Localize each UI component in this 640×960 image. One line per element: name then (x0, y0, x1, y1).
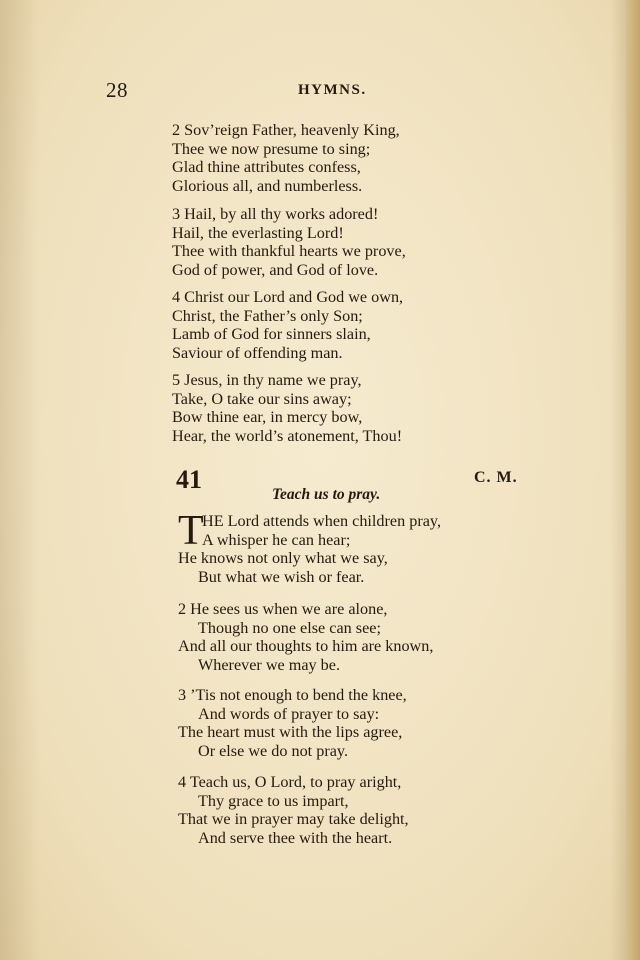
stanza (178, 508, 528, 586)
verse-line: And words of prayer to say: (198, 704, 380, 723)
page-number: 28 (106, 78, 128, 102)
verse-line: Lamb of God for sinners slain, (172, 325, 371, 344)
verse-line-text: HE Lord attends when children pray, (202, 512, 441, 530)
verse-line: The heart must with the lips agree, (178, 723, 403, 742)
hymn-subtitle: Teach us to pray. (272, 486, 381, 503)
stanza (178, 773, 528, 847)
verse-line: Glad thine attributes confess, (172, 158, 361, 177)
verse-line: God of power, and God of love. (172, 260, 379, 279)
verse-line: And all our thoughts to him are known, (178, 637, 434, 656)
stanza (172, 371, 532, 445)
verse-line: Take, O take our sins away; (172, 389, 352, 408)
verse-line: 4 Teach us, O Lord, to pray aright, (178, 773, 402, 791)
verse-line: Or else we do not pray. (198, 741, 348, 760)
verse-line: 5 Jesus, in thy name we pray, (172, 371, 362, 389)
stanza (172, 288, 532, 362)
verse-line: 3 Hail, by all thy works adored! (172, 205, 379, 223)
verse-line: Though no one else can see; (198, 618, 381, 637)
stanza (172, 205, 532, 279)
verse-line: Hail, the everlasting Lord! (172, 223, 344, 242)
verse-line: Bow thine ear, in mercy bow, (172, 408, 363, 427)
verse-line: 3 ’Tis not enough to bend the knee, (178, 686, 407, 704)
verse-line: Thy grace to us impart, (198, 791, 349, 810)
verse-line: 4 Christ our Lord and God we own, (172, 288, 404, 306)
verse-line: Thee we now presume to sing; (172, 139, 371, 158)
drop-cap: T (178, 508, 204, 554)
stanza (172, 121, 532, 195)
verse-line: But what we wish or fear. (198, 567, 365, 586)
page-header (0, 78, 640, 102)
verse-line: And serve thee with the heart. (198, 828, 393, 847)
verse-line: Hear, the world’s atonement, Thou! (172, 426, 403, 445)
verse-line: 2 He sees us when we are alone, (178, 600, 388, 618)
verse-line: He knows not only what we say, (178, 549, 388, 568)
hymn-meter: C. M. (474, 469, 518, 486)
verse-line: Christ, the Father’s only Son; (172, 306, 363, 325)
verse-line: That we in prayer may take delight, (178, 810, 409, 829)
verse-line: Saviour of offending man. (172, 343, 343, 362)
stanza (178, 686, 528, 760)
verse-line: A whisper he can hear; (202, 530, 351, 549)
running-head: HYMNS. (298, 82, 367, 98)
verse-line: Glorious all, and numberless. (172, 176, 363, 195)
verse-line: 2 Sov’reign Father, heavenly King, (172, 121, 400, 139)
stanza (178, 600, 528, 674)
verse-line: Wherever we may be. (198, 655, 341, 674)
verse-line: Thee with thankful hearts we prove, (172, 242, 406, 261)
hymn-number: 41 (176, 465, 202, 494)
